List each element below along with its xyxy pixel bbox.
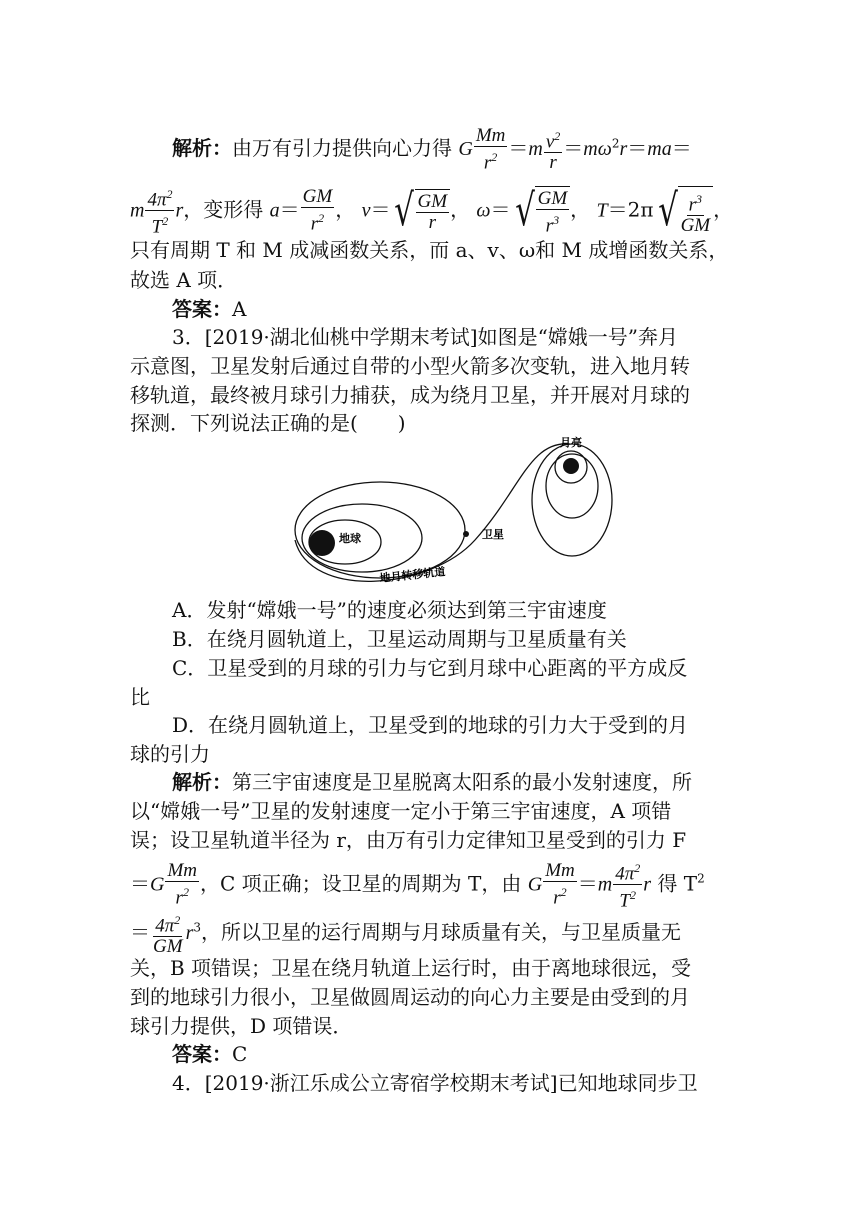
analysis2-line-4: ＝G $\frac{Mm}{r^2}$ ，C 项正确；设卫星的周期为 T，由 G $\frac{Mm}{r^2}$ ＝m $\frac{4\pi^2}{T^2}$ r 得 $T^2$	[130, 858, 730, 912]
sqrt-GM-r3: √ $\frac{GM}{r^3}$	[511, 186, 571, 236]
option-d-line-1: D．在绕月圆轨道上，卫星受到的地球的引力大于受到的月	[172, 713, 689, 737]
earth-orbit-outer	[295, 482, 465, 578]
fraction-4pi2-GM: $\frac{4\pi^2}{GM}$	[151, 910, 185, 957]
fraction-4pi2-T2: $\frac{4\pi^2}{T^2}$	[145, 184, 174, 238]
moon-label: 月亮	[560, 436, 582, 449]
analysis2-text-4b: 得 T	[657, 871, 698, 896]
analysis-line-3: 只有周期 T 和 M 成减函数关系，而 a、v、ω和 M 成增函数关系，	[130, 238, 729, 262]
transfer-orbit	[295, 444, 570, 582]
analysis2-line-8: 球引力提供，D 项错误．	[130, 1014, 353, 1038]
analysis2-text-1: 第三宇宙速度是卫星脱离太阳系的最小发射速度，所	[232, 770, 692, 794]
answer-value: A	[232, 297, 247, 321]
fraction-Mm-r2: $\frac{Mm}{r^2}$	[475, 125, 506, 174]
answer-value-2: C	[232, 1042, 248, 1066]
option-c-line-2: 比	[130, 685, 150, 709]
analysis-text-2: ，变形得	[183, 197, 264, 222]
analysis2-line-3: 误；设卫星轨道半径为 r，由万有引力定律知卫星受到的引力 F	[130, 828, 687, 852]
earth	[309, 530, 335, 556]
analysis2-label: 解析：	[172, 770, 232, 794]
analysis2-line-2: 以“嫦娥一号”卫星的发射速度一定小于第三宇宙速度，A 项错	[130, 799, 672, 823]
analysis-line-2: m $\frac{4\pi^2}{T^2}$ r，变形得 a＝ $\frac{GM}{r^2}$ ， v＝ √ $\frac{GM}{r}$ ， ω＝ √ $\frac{GM}{r^3}$ ， T＝2π √ $\frac{r^3}{GM}$ ，	[130, 184, 734, 238]
question-3-line-1: 3．[2019·湖北仙桃中学期末考试]如图是“嫦娥一号”奔月	[172, 325, 679, 349]
option-c-line-1: C．卫星受到的月球的引力与它到月球中心距离的平方成反	[172, 656, 688, 680]
moon	[563, 458, 579, 474]
analysis2-text-5: ，所以卫星的运行周期与月球质量有关，与卫星质量无	[201, 920, 681, 945]
answer-label: 答案：	[172, 297, 232, 321]
satellite	[463, 531, 469, 537]
satellite-label: 卫星	[482, 528, 504, 541]
analysis-line-1: 解析：由万有引力提供向心力得 G $\frac{Mm}{r^2}$ ＝m $\frac{v^2}{r}$ $=m\omega^2r=ma=$	[172, 125, 692, 174]
fraction-Mm-r2-b: $\frac{Mm}{r^2}$	[167, 860, 198, 909]
analysis2-line-6: 关，B 项错误；卫星在绕月轨道上运行时，由于离地球很远，受	[130, 956, 692, 980]
question-3-line-3: 移轨道，最终被月球引力捕获，成为绕月卫星，并开展对月球的	[130, 383, 690, 407]
question-3-line-4: 探测．下列说法正确的是( )	[130, 411, 406, 435]
analysis-text: 由万有引力提供向心力得	[232, 136, 452, 161]
analysis2-text-4a: ，C 项正确；设卫星的周期为 T，由	[200, 871, 522, 896]
sqrt-GM-r: √ $\frac{GM}{r}$	[390, 189, 450, 233]
answer-line-2	[172, 1040, 732, 1068]
option-d-line-2: 球的引力	[130, 742, 210, 766]
analysis2-line-1	[172, 768, 732, 796]
option-a: A．发射“嫦娥一号”的速度必须达到第三宇宙速度	[172, 598, 607, 622]
option-b: B．在绕月圆轨道上，卫星运动周期与卫星质量有关	[172, 627, 627, 651]
answer-label-2: 答案：	[172, 1042, 232, 1066]
orbit-diagram	[290, 430, 630, 590]
earth-label: 地球	[339, 532, 361, 545]
analysis2-line-5: ＝ $\frac{4\pi^2}{GM}$ $r^3$，所以卫星的运行周期与月球质量有关，与卫星质量无	[130, 910, 730, 957]
analysis2-line-7: 到的地球引力很小，卫星做圆周运动的向心力主要是由受到的月	[130, 985, 690, 1009]
fraction-4pi2-T2-b: $\frac{4\pi^2}{T^2}$	[613, 858, 642, 912]
fraction-Mm-r2-c: $\frac{Mm}{r^2}$	[545, 860, 575, 909]
transfer-orbit-label: 地月转移轨道	[378, 565, 446, 585]
fraction-GM-r2: $\frac{GM}{r^2}$	[302, 186, 333, 235]
sqrt-r3-GM: √ $\frac{r^3}{GM}$	[654, 186, 714, 236]
fraction-v2-r: $\frac{v^2}{r}$	[544, 126, 562, 173]
question-4-line-1: 4．[2019·浙江乐成公立寄宿学校期末考试]已知地球同步卫	[172, 1071, 698, 1095]
analysis-line-4: 故选 A 项．	[130, 268, 238, 292]
question-3-line-2: 示意图，卫星发射后通过自带的小型火箭多次变轨，进入地月转	[130, 354, 690, 378]
analysis-label: 解析：	[172, 136, 232, 161]
answer-line-1	[172, 295, 732, 323]
